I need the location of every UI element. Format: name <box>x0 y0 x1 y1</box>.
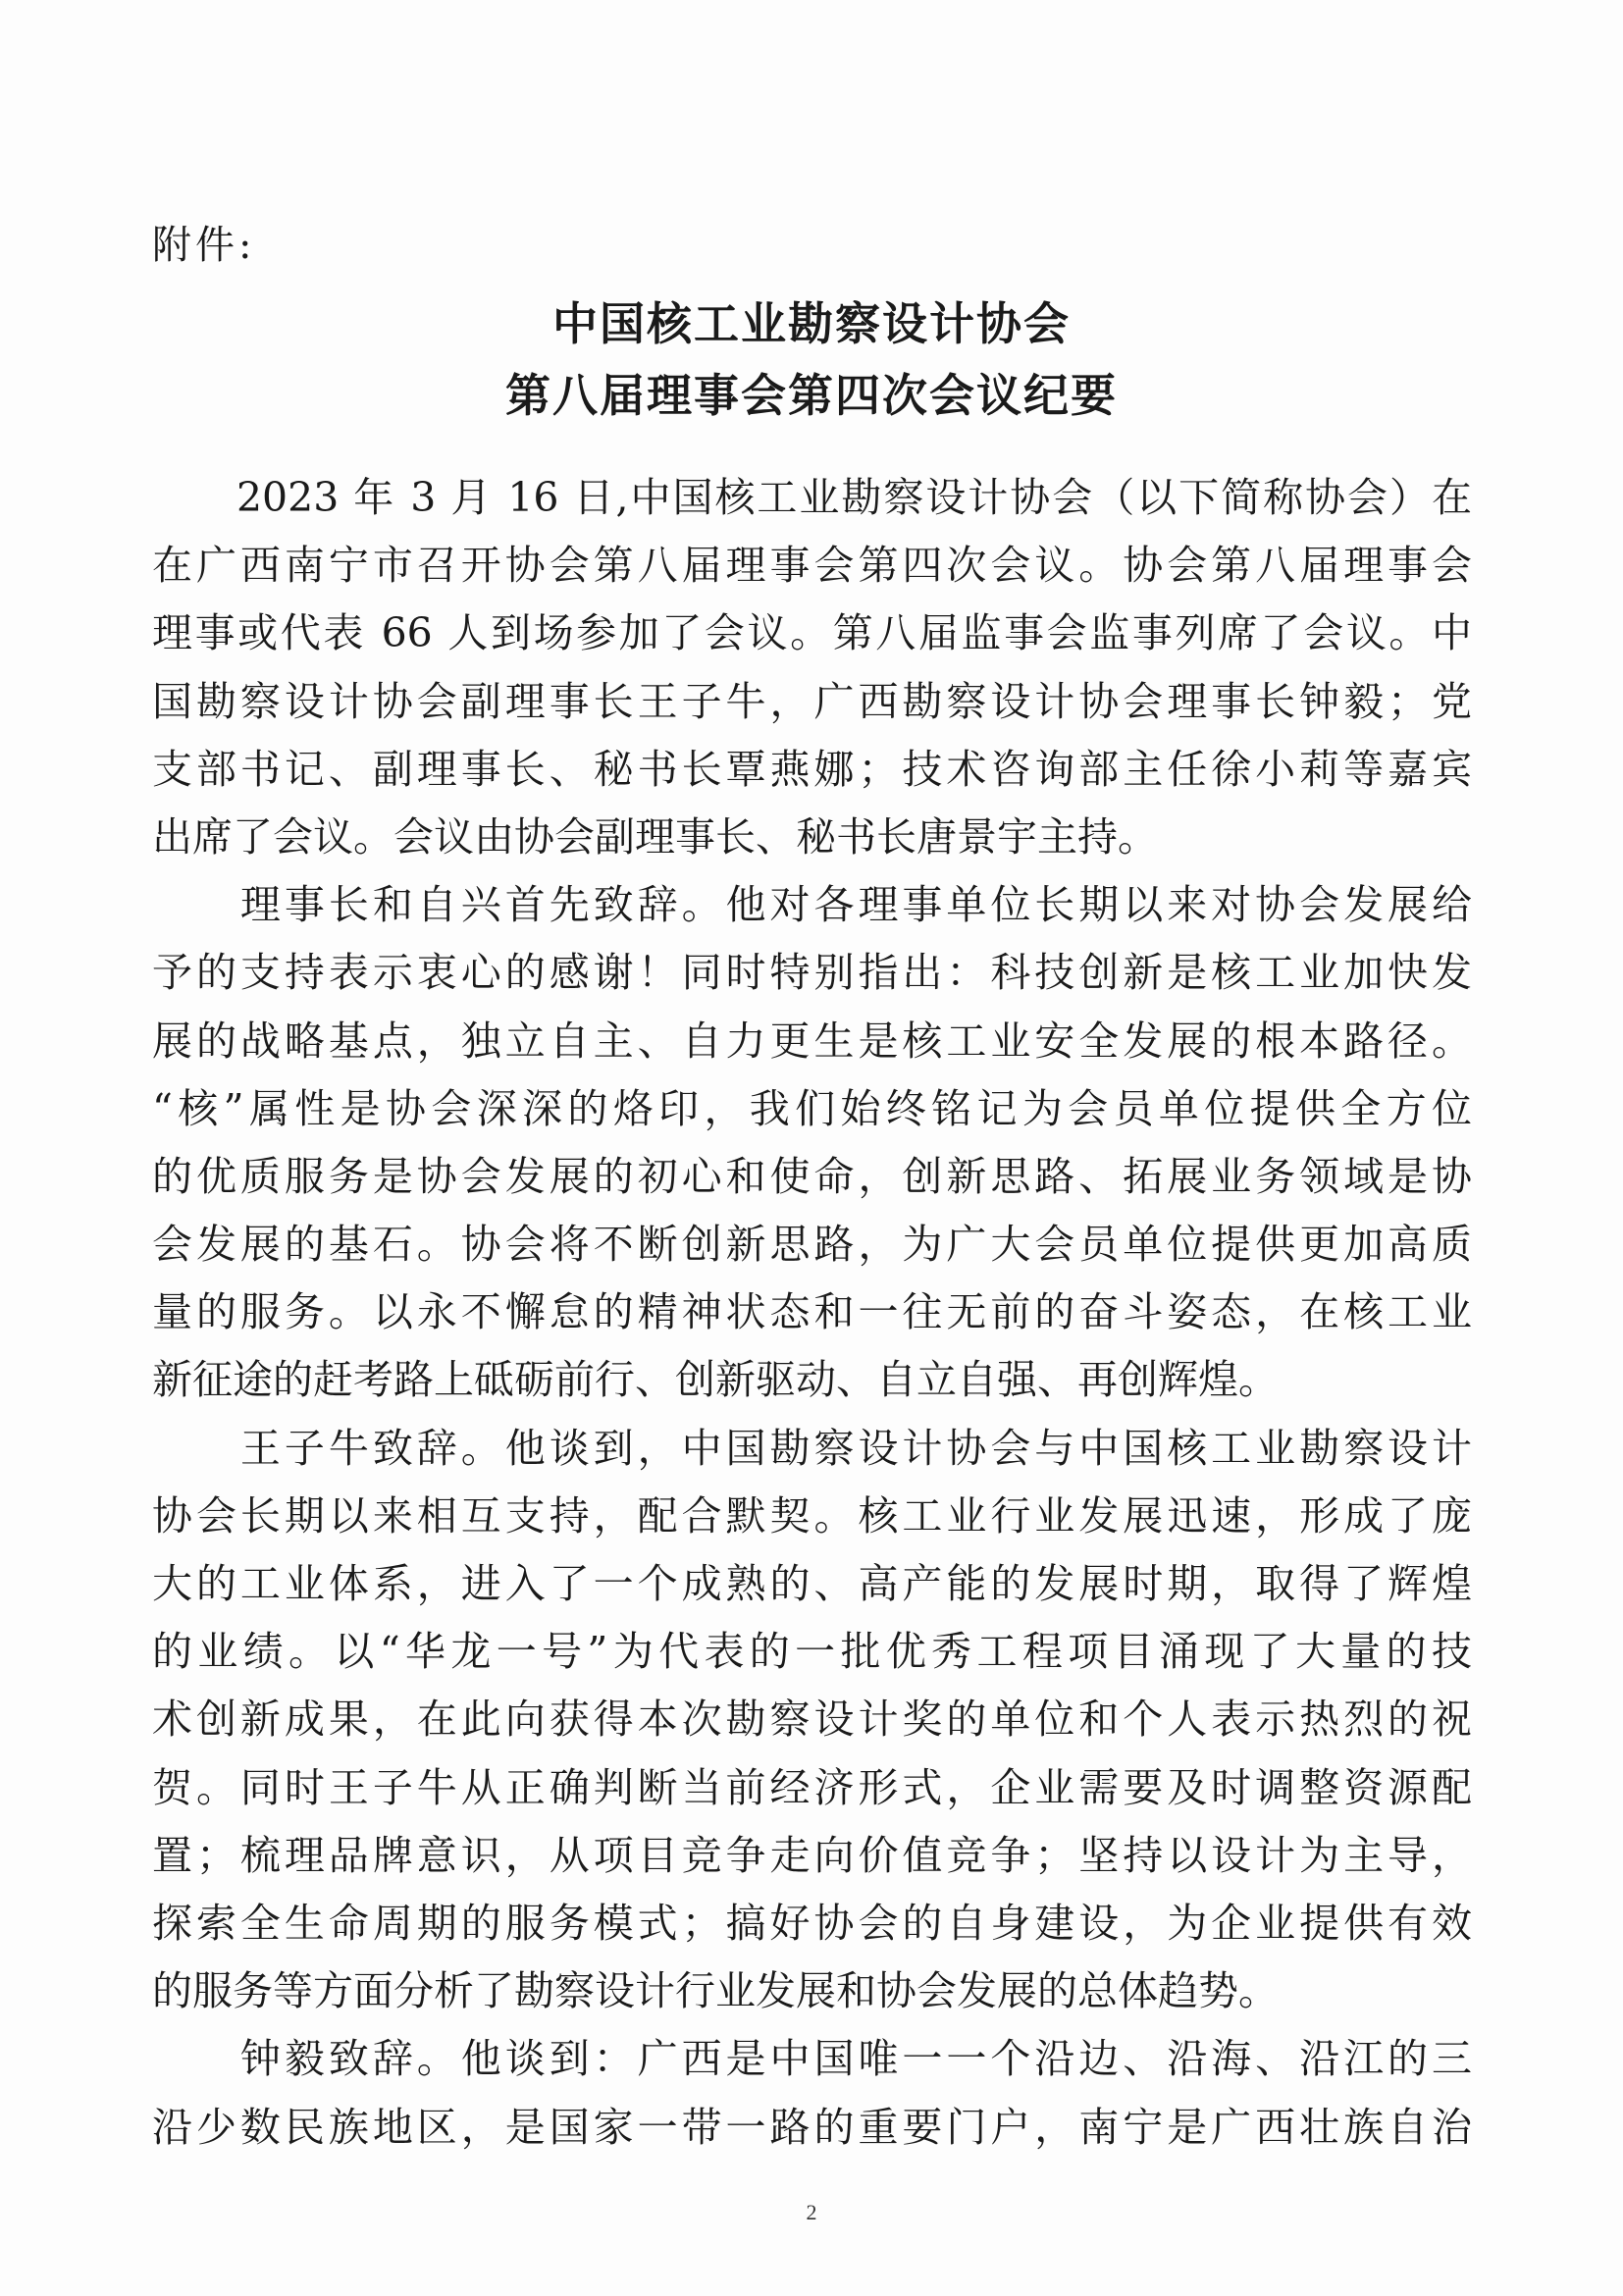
document-title-line-1: 中国核工业勘察设计协会 <box>552 297 1071 350</box>
text-line: 置；梳理品牌意识，从项目竞争走向价值竞争；坚持以设计为主导， <box>152 1831 1472 1879</box>
text-line: 的业绩。以“华龙一号”为代表的一批优秀工程项目涌现了大量的技 <box>152 1628 1472 1676</box>
text-line: 新征途的赶考路上砥砺前行、创新驱动、自立自强、再创辉煌。 <box>152 1356 1279 1404</box>
text-line: 的服务等方面分析了勘察设计行业发展和协会发展的总体趋势。 <box>152 1967 1279 2015</box>
text-line: 协会长期以来相互支持，配合默契。核工业行业发展迅速，形成了庞 <box>152 1491 1472 1539</box>
text-line: “核”属性是协会深深的烙印，我们始终铭记为会员单位提供全方位 <box>152 1084 1472 1132</box>
paragraph-4 <box>152 2025 1472 2161</box>
text-line: 支部书记、副理事长、秘书长覃燕娜；技术咨询部主任徐小莉等嘉宾 <box>152 745 1472 793</box>
text-line: 的优质服务是协会发展的初心和使命，创新思路、拓展业务领域是协 <box>152 1152 1472 1200</box>
text-line: 沿少数民族地区，是国家一带一路的重要门户，南宁是广西壮族自治 <box>152 2103 1472 2151</box>
text-line: 2023 年 3 月 16 日,中国核工业勘察设计协会（以下简称协会）在 <box>152 474 1472 521</box>
document-body <box>152 464 1472 2162</box>
paragraph-3 <box>152 1415 1472 2026</box>
text-line: 术创新成果，在此向获得本次勘察设计奖的单位和个人表示热烈的祝 <box>152 1696 1472 1744</box>
text-line: 王子牛致辞。他谈到，中国勘察设计协会与中国核工业勘察设计 <box>152 1424 1472 1472</box>
attachment-label: 附件: <box>152 223 256 268</box>
text-line: 量的服务。以永不懈怠的精神状态和一往无前的奋斗姿态，在核工业 <box>152 1288 1472 1336</box>
text-line: 贺。同时王子牛从正确判断当前经济形式，企业需要及时调整资源配 <box>152 1763 1472 1811</box>
text-line: 出席了会议。会议由协会副理事长、秘书长唐景宇主持。 <box>152 812 1158 861</box>
text-line: 理事或代表 66 人到场参加了会议。第八届监事会监事列席了会议。中 <box>152 609 1472 657</box>
paragraph-2 <box>152 871 1472 1415</box>
paragraph-1 <box>152 464 1472 871</box>
text-line: 展的战略基点，独立自主、自力更生是核工业安全发展的根本路径。 <box>152 1017 1472 1065</box>
text-line: 大的工业体系，进入了一个成熟的、高产能的发展时期，取得了辉煌 <box>152 1560 1472 1607</box>
text-line: 会发展的基石。协会将不断创新思路，为广大会员单位提供更加高质 <box>152 1221 1472 1269</box>
text-line: 探索全生命周期的服务模式；搞好协会的自身建设，为企业提供有效 <box>152 1899 1472 1947</box>
text-line: 在广西南宁市召开协会第八届理事会第四次会议。协会第八届理事会 <box>152 542 1472 590</box>
document-title-line-2: 第八届理事会第四次会议纪要 <box>505 369 1118 422</box>
page-number: 2 <box>806 2200 817 2224</box>
text-line: 予的支持表示衷心的感谢！同时特别指出：科技创新是核工业加快发 <box>152 949 1472 997</box>
text-line: 国勘察设计协会副理事长王子牛，广西勘察设计协会理事长钟毅；党 <box>152 677 1472 725</box>
text-line: 理事长和自兴首先致辞。他对各理事单位长期以来对协会发展给 <box>152 881 1472 929</box>
text-line: 钟毅致辞。他谈到：广西是中国唯一一个沿边、沿海、沿江的三 <box>152 2035 1472 2083</box>
